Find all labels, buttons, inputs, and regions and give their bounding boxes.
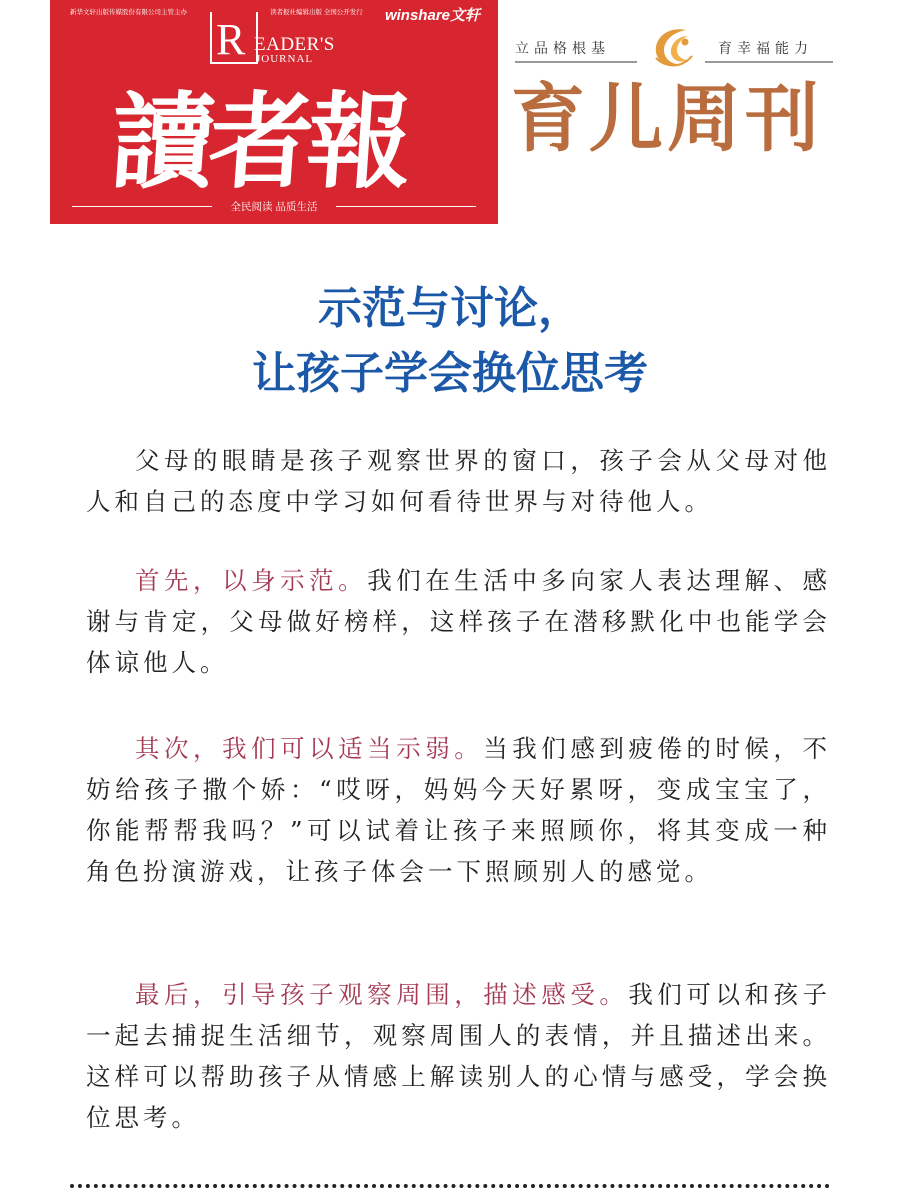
newspaper-name: 讀者報 bbox=[107, 80, 410, 203]
paragraph-lead: 首先，以身示范。 bbox=[135, 566, 368, 595]
paragraph-body: 我们在生活中多向家人表达理解、感谢与肯定，父母做好榜样，这样孩子在潜移默化中也能学会体谅他人。 bbox=[86, 566, 832, 677]
newspaper-masthead bbox=[50, 0, 498, 224]
logo-r-letter: R bbox=[216, 15, 246, 64]
publisher-mid-text: 读者报社编辑出版 全国公开发行 bbox=[270, 9, 363, 16]
winshare-logo: winshare文轩 bbox=[384, 7, 480, 24]
motto-left: 立品格根基 bbox=[515, 40, 610, 56]
slogan-divider-right bbox=[336, 206, 476, 207]
publisher-left-text: 新华文轩出版传媒股份有限公司主管主办 bbox=[70, 9, 187, 16]
article-title-line-1: 示范与讨论， bbox=[318, 283, 582, 334]
article-paragraph bbox=[86, 440, 831, 522]
section-title: 育儿周刊 bbox=[511, 76, 823, 162]
motto-rule-right bbox=[705, 61, 833, 63]
paragraph-body: 父母的眼睛是孩子观察世界的窗口，孩子会从父母对他人和自己的态度中学习如何看待世界与对待他人。 bbox=[86, 446, 831, 516]
masthead-slogan-row bbox=[72, 199, 476, 213]
paragraph-body: 我们可以和孩子一起去捕捉生活细节，观察周围人的表情，并且描述出来。这样可以帮助孩子从情感上解读别人的心情与感受，学会换位思考。 bbox=[86, 980, 832, 1132]
dotted-divider bbox=[70, 1184, 830, 1188]
article-paragraph bbox=[86, 974, 831, 1138]
paragraph-body: 当我们感到疲倦的时候，不妨给孩子撒个娇：“哎呀，妈妈今天好累呀，变成宝宝了，你能帮帮我吗？”可以试着让孩子来照顾你，将其变成一种角色扮演游戏，让孩子体会一下照顾别人的感觉。 bbox=[86, 734, 832, 886]
motto-rule-left bbox=[515, 61, 637, 63]
section-header bbox=[511, 22, 835, 172]
logo-readers-text: EADER'S bbox=[254, 34, 335, 55]
motto-right: 育幸福能力 bbox=[718, 40, 813, 56]
article-paragraph bbox=[86, 728, 831, 892]
paragraph-lead: 最后，引导孩子观察周围，描述感受。 bbox=[135, 980, 629, 1009]
article-paragraph bbox=[86, 560, 831, 683]
masthead-slogan: 全民阅读 品质生活 bbox=[230, 201, 318, 213]
logo-journal-text: JOURNAL bbox=[256, 53, 314, 65]
article-title-line-2: 让孩子学会换位思考 bbox=[252, 348, 648, 399]
sun-emblem-icon bbox=[648, 22, 698, 72]
paragraph-lead: 其次，我们可以适当示弱。 bbox=[135, 734, 484, 763]
masthead-top-strip bbox=[70, 6, 486, 24]
